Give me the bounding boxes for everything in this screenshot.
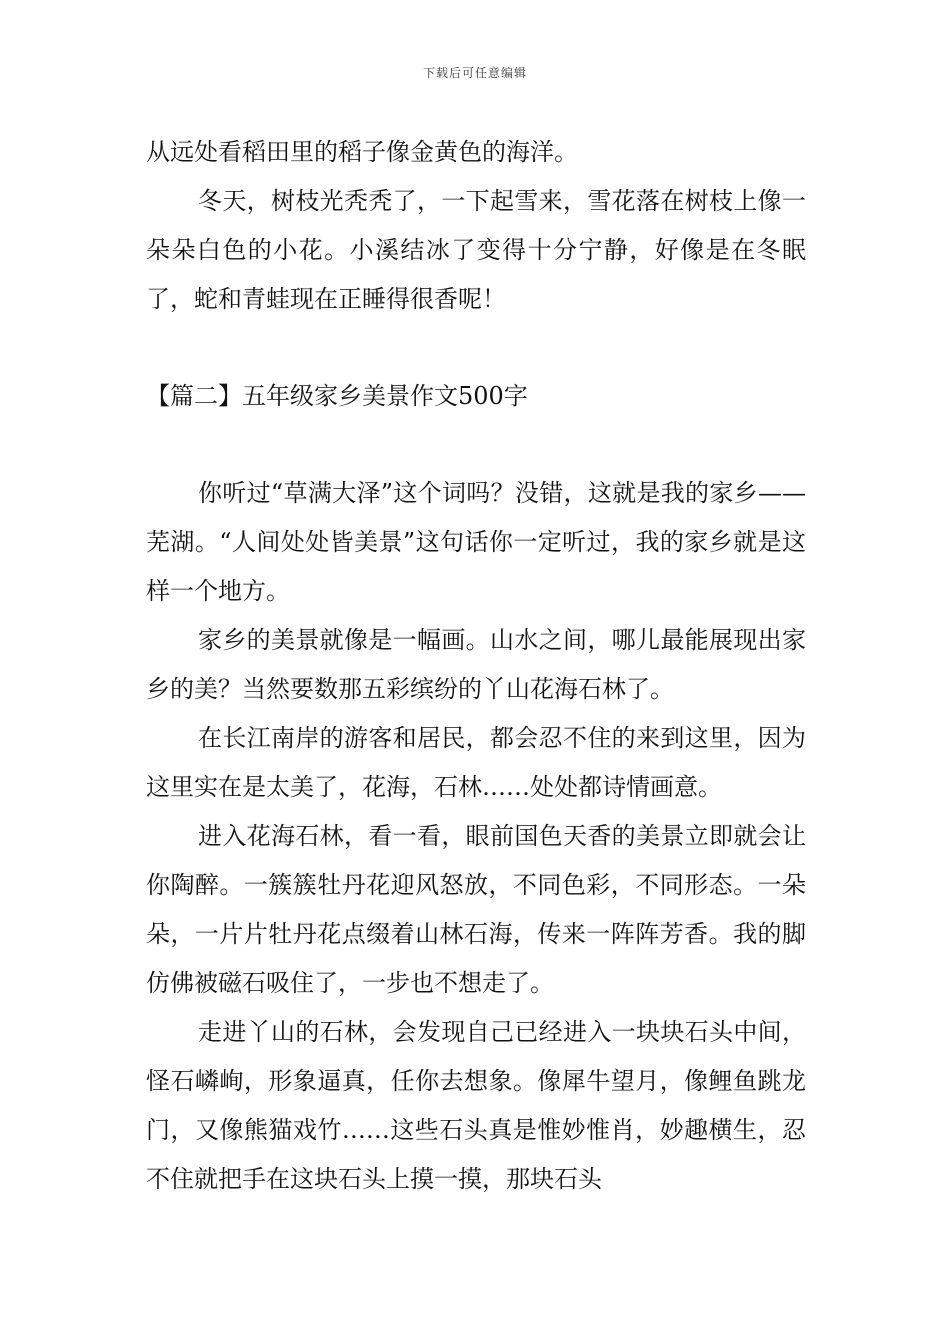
paragraph: 冬天，树枝光秃秃了，一下起雪来，雪花落在树枝上像一朵朵白色的小花。小溪结冰了变得十分宁静，好像是在冬眠了，蛇和青蛙现在正睡得很香呢！: [146, 187, 806, 313]
paragraph: 进入花海石林，看一看，眼前国色天香的美景立即就会让你陶醉。一簇簇牡丹花迎风怒放，不同色彩，不同形态。一朵朵，一片片牡丹花点缀着山林石海，传来一阵阵芳香。我的脚仿佛被磁石吸住了，一步也不想走了。: [146, 822, 806, 997]
spacer: [146, 421, 806, 469]
page-header: 下载后可任意编辑: [422, 66, 527, 80]
paragraph: 家乡的美景就像是一幅画。山水之间，哪儿最能展现出家乡的美？当然要数那五彩缤纷的丫山花海石林了。: [146, 626, 806, 703]
section-title: 【篇二】五年级家乡美景作文500字: [146, 382, 528, 410]
paragraph: 从远处看稻田里的稻子像金黄色的海洋。: [146, 138, 578, 166]
document-body: [146, 128, 806, 1204]
paragraph: 你听过“草满大泽”这个词吗？没错，这就是我的家乡——芜湖。“人间处处皆美景”这句话你一定听过，我的家乡就是这样一个地方。: [146, 479, 806, 605]
paragraph: 在长江南岸的游客和居民，都会忍不住的来到这里，因为这里实在是太美了，花海，石林……处处都诗情画意。: [146, 724, 806, 801]
spacer: [146, 324, 806, 372]
paragraph: 走进丫山的石林，会发现自己已经进入一块块石头中间，怪石嶙峋，形象逼真，任你去想象。像犀牛望月，像鲤鱼跳龙门，又像熊猫戏竹……这些石头真是惟妙惟肖，妙趣横生，忍不住就把手在这块石头上摸一摸，那块石头: [146, 1018, 806, 1193]
